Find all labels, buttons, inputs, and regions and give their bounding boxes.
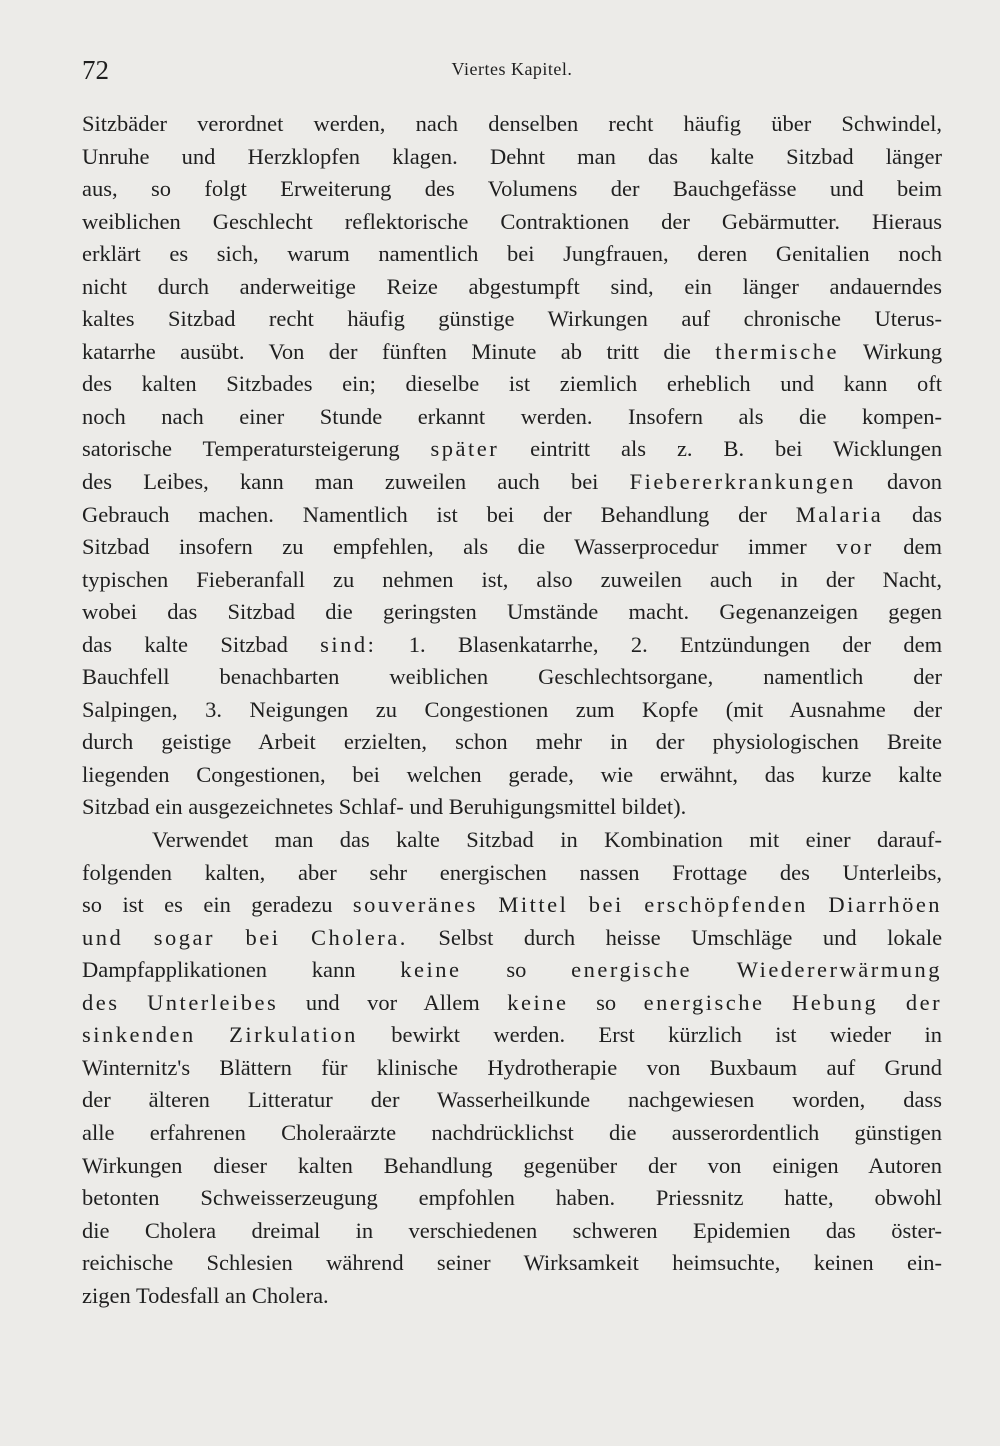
- page-header: [82, 55, 942, 95]
- text-line: Verwendet man das kalte Sitzbad in Kombination mit einer darauf-: [152, 827, 942, 853]
- text-line: Sitzbad ein ausgezeichnetes Schlaf- und Beruhigungsmittel bildet).: [82, 794, 687, 820]
- text-line: reichische Schlesien während seiner Wirksamkeit heimsuchte, keinen ein-: [82, 1250, 942, 1276]
- text-line: zigen Todesfall an Cholera.: [82, 1282, 329, 1308]
- text-line: das kalte Sitzbad sind: 1. Blasenkatarrhe, 2. Entzündungen der dem: [82, 631, 943, 657]
- body-text: [82, 108, 942, 1312]
- text-line: sinkenden Zirkulation bewirkt werden. Erst kürzlich ist wieder in: [82, 1022, 943, 1048]
- text-line: typischen Fieberanfall zu nehmen ist, also zuweilen auch in der Nacht,: [82, 566, 942, 592]
- text-line: durch geistige Arbeit erzielten, schon mehr in der physiologischen Breite: [82, 729, 942, 755]
- text-line: weiblichen Geschlecht reflektorische Contraktionen der Gebärmutter. Hieraus: [82, 208, 942, 234]
- text-line: aus, so folgt Erweiterung des Volumens der Bauchgefässe und beim: [82, 176, 942, 202]
- text-line: die Cholera dreimal in verschiedenen schweren Epidemien das öster-: [82, 1217, 942, 1243]
- text-line: folgenden kalten, aber sehr energischen nassen Frottage des Unterleibs,: [82, 859, 942, 885]
- text-line: des Unterleibes und vor Allem keine so energische Hebung der: [82, 989, 943, 1015]
- text-line: betonten Schweisserzeugung empfohlen haben. Priessnitz hatte, obwohl: [82, 1185, 942, 1211]
- text-line: alle erfahrenen Choleraärzte nachdrücklichst die ausserordentlich günstigen: [82, 1119, 942, 1145]
- text-line: Sitzbad insofern zu empfehlen, als die Wasserprocedur immer vor dem: [82, 534, 943, 560]
- text-line: Winternitz's Blättern für klinische Hydrotherapie von Buxbaum auf Grund: [82, 1054, 942, 1080]
- text-line: Gebrauch machen. Namentlich ist bei der Behandlung der Malaria das: [82, 501, 943, 527]
- text-line: Bauchfell benachbarten weiblichen Geschlechtsorgane, namentlich der: [82, 664, 942, 690]
- page-number: 72: [82, 55, 109, 85]
- text-line: Dampfapplikationen kann keine so energische Wiedererwärmung: [82, 957, 942, 983]
- text-line: katarrhe ausübt. Von der fünften Minute ab tritt die thermische Wirkung: [82, 338, 943, 364]
- running-head: Viertes Kapitel.: [451, 59, 573, 79]
- text-line: liegenden Congestionen, bei welchen gerade, wie erwähnt, das kurze kalte: [82, 761, 942, 787]
- text-line: des Leibes, kann man zuweilen auch bei Fiebererkrankungen davon: [82, 469, 942, 495]
- text-line: satorische Temperatursteigerung später eintritt als z. B. bei Wicklungen: [82, 436, 943, 462]
- text-line: Salpingen, 3. Neigungen zu Congestionen zum Kopfe (mit Ausnahme der: [82, 696, 942, 722]
- text-line: Sitzbäder verordnet werden, nach denselben recht häufig über Schwindel,: [82, 111, 942, 136]
- text-line: nicht durch anderweitige Reize abgestumpft sind, ein länger andauerndes: [82, 273, 942, 299]
- text-line: Wirkungen dieser kalten Behandlung gegenüber der von einigen Autoren: [82, 1152, 942, 1178]
- text-line: Unruhe und Herzklopfen klagen. Dehnt man das kalte Sitzbad länger: [82, 143, 942, 169]
- text-line: kaltes Sitzbad recht häufig günstige Wirkungen auf chronische Uterus-: [82, 306, 942, 332]
- text-line: erklärt es sich, warum namentlich bei Jungfrauen, deren Genitalien noch: [82, 241, 942, 267]
- text-line: und sogar bei Cholera. Selbst durch heisse Umschläge und lokale: [82, 924, 943, 950]
- text-line: noch nach einer Stunde erkannt werden. Insofern als die kompen-: [82, 403, 942, 429]
- text-line: des kalten Sitzbades ein; dieselbe ist ziemlich erheblich und kann oft: [82, 371, 942, 397]
- text-line: wobei das Sitzbad die geringsten Umstände macht. Gegenanzeigen gegen: [82, 599, 942, 625]
- text-line: so ist es ein geradezu souveränes Mittel bei erschöpfenden Diarrhöen: [82, 892, 943, 918]
- text-line: der älteren Litteratur der Wasserheilkunde nachgewiesen worden, dass: [82, 1087, 942, 1113]
